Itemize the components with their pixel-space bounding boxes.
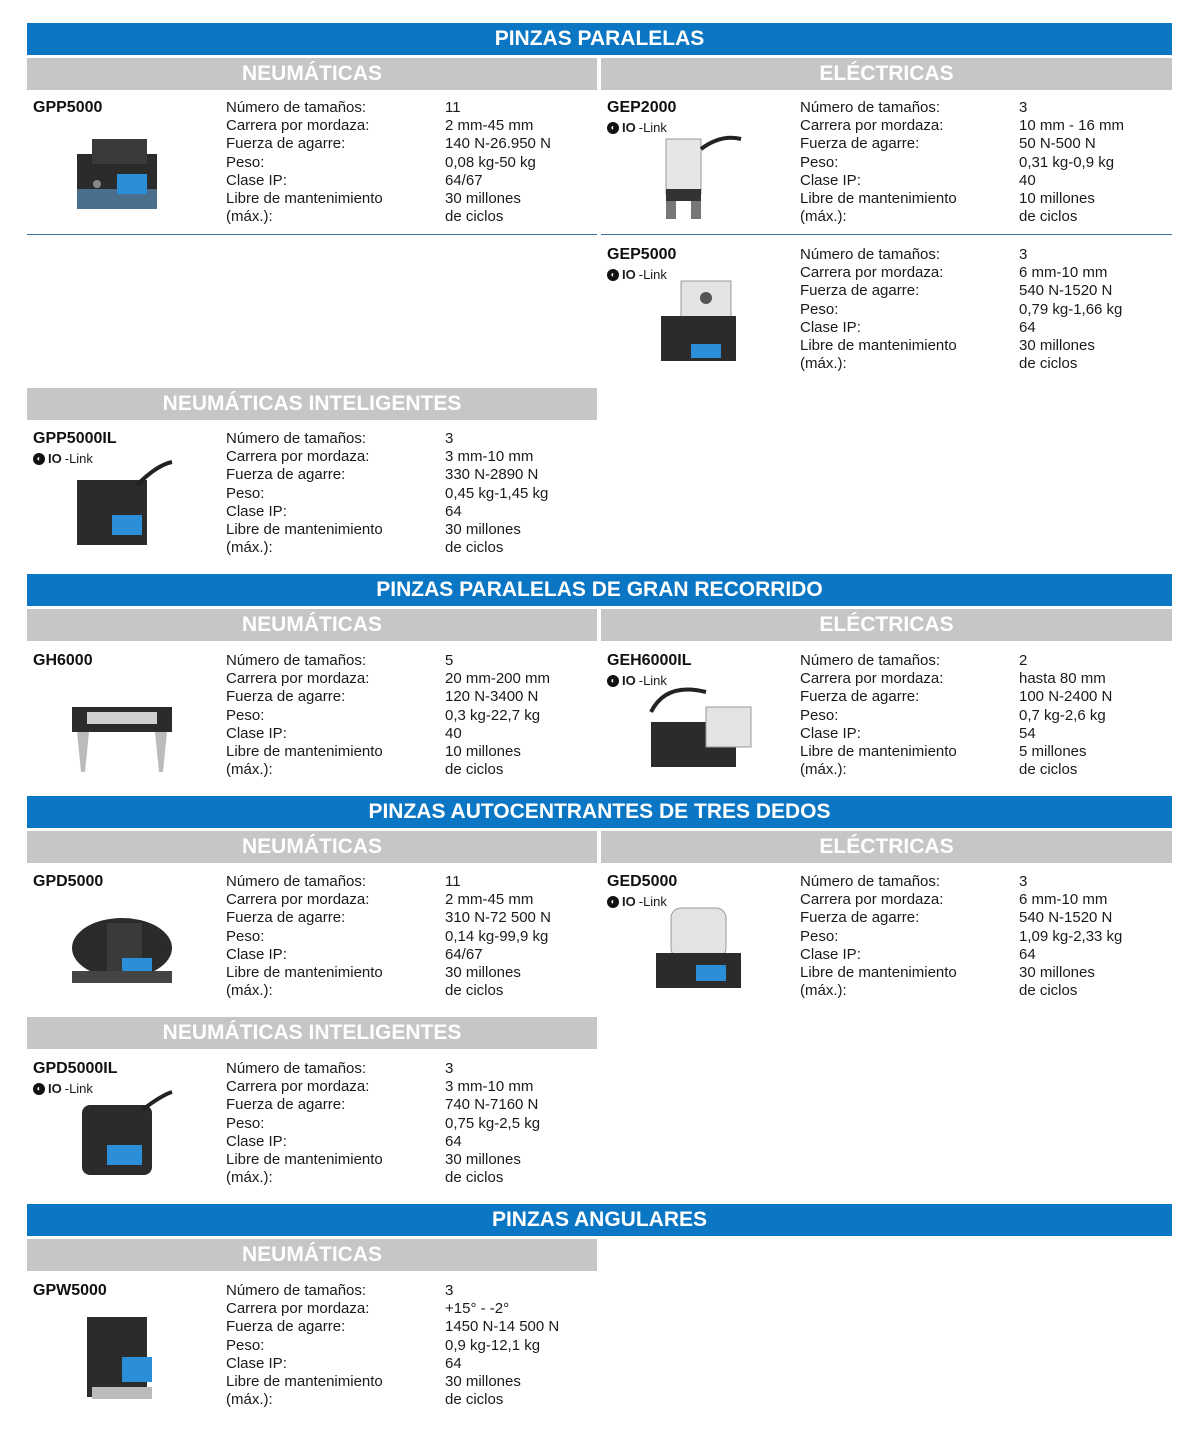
- gripper-image: [67, 460, 177, 550]
- spec-values: 5 20 mm-200 mm 120 N-3400 N 0,3 kg-22,7 kg 40 10 millones de ciclos: [445, 652, 551, 779]
- gripper-image: [641, 276, 751, 366]
- product-name: GEP5000: [607, 246, 677, 263]
- spec-labels: Número de tamaños: Carrera por mordaza: Fuerza de agarre: Peso: Clase IP: Libre de mantenimiento (máx.):: [226, 1282, 383, 1409]
- subsection-neumaticas: NEUMÁTICAS: [27, 609, 597, 641]
- spec-labels: Número de tamaños: Carrera por mordaza: Fuerza de agarre: Peso: Clase IP: Libre de mantenimiento (máx.):: [226, 652, 383, 779]
- spec-values: 3 3 mm-10 mm 740 N-7160 N 0,75 kg-2,5 kg 64 30 millones de ciclos: [445, 1060, 541, 1187]
- product-name: GED5000: [607, 873, 678, 890]
- divider: [27, 234, 597, 235]
- section-title-angulares: PINZAS ANGULARES: [27, 1204, 1172, 1236]
- gripper-image: [641, 903, 751, 993]
- io-link-icon: ◐: [607, 675, 619, 687]
- spec-values: 3 6 mm-10 mm 540 N-1520 N 0,79 kg-1,66 kg 64 30 millones de ciclos: [1019, 246, 1123, 373]
- spec-values: 3 3 mm-10 mm 330 N-2890 N 0,45 kg-1,45 kg 64 30 millones de ciclos: [445, 430, 549, 557]
- product-gpp5000: [27, 99, 587, 239]
- subsection-electricas: ELÉCTRICAS: [601, 831, 1172, 863]
- subsection-neumaticas-inteligentes: NEUMÁTICAS INTELIGENTES: [27, 388, 597, 420]
- divider: [601, 234, 1172, 235]
- io-link-icon: ◐: [33, 1083, 45, 1095]
- product-name: GH6000: [33, 652, 93, 669]
- subsection-neumaticas: NEUMÁTICAS: [27, 831, 597, 863]
- spec-values: 3 10 mm - 16 mm 50 N-500 N 0,31 kg-0,9 kg 40 10 millones de ciclos: [1019, 99, 1125, 226]
- subsection-neumaticas-inteligentes: NEUMÁTICAS INTELIGENTES: [27, 1017, 597, 1049]
- io-link-icon: ◐: [607, 122, 619, 134]
- io-link-badge: ◐ IO -Link: [33, 451, 93, 467]
- product-gep2000: [601, 99, 1161, 239]
- spec-values: 3 +15° - -2° 1450 N-14 500 N 0,9 kg-12,1 kg 64 30 millones de ciclos: [445, 1282, 560, 1409]
- gripper-image: [641, 129, 751, 219]
- product-name: GPW5000: [33, 1282, 107, 1299]
- spec-labels: Número de tamaños: Carrera por mordaza: Fuerza de agarre: Peso: Clase IP: Libre de mantenimiento (máx.):: [226, 430, 383, 557]
- spec-values: 11 2 mm-45 mm 310 N-72 500 N 0,14 kg-99,9 kg 64/67 30 millones de ciclos: [445, 873, 551, 1000]
- io-link-icon: ◐: [607, 896, 619, 908]
- product-gh6000: [27, 652, 587, 792]
- spec-labels: Número de tamaños: Carrera por mordaza: Fuerza de agarre: Peso: Clase IP: Libre de mantenimiento (máx.):: [800, 873, 957, 1000]
- gripper-image: [67, 682, 177, 772]
- gripper-image: [67, 1312, 177, 1402]
- product-gpp5000il: [27, 430, 587, 570]
- product-gep5000: [601, 246, 1161, 386]
- subsection-neumaticas: NEUMÁTICAS: [27, 1239, 597, 1271]
- subsection-electricas: ELÉCTRICAS: [601, 58, 1172, 90]
- spec-labels: Número de tamaños: Carrera por mordaza: Fuerza de agarre: Peso: Clase IP: Libre de mantenimiento (máx.):: [226, 1060, 383, 1187]
- gripper-image: [67, 129, 177, 219]
- spec-labels: Número de tamaños: Carrera por mordaza: Fuerza de agarre: Peso: Clase IP: Libre de mantenimiento (máx.):: [226, 99, 383, 226]
- product-name: GEP2000: [607, 99, 677, 116]
- section-title-tres-dedos: PINZAS AUTOCENTRANTES DE TRES DEDOS: [27, 796, 1172, 828]
- section-title-gran-recorrido: PINZAS PARALELAS DE GRAN RECORRIDO: [27, 574, 1172, 606]
- spec-labels: Número de tamaños: Carrera por mordaza: Fuerza de agarre: Peso: Clase IP: Libre de mantenimiento (máx.):: [226, 873, 383, 1000]
- product-gpw5000: [27, 1282, 587, 1422]
- spec-labels: Número de tamaños: Carrera por mordaza: Fuerza de agarre: Peso: Clase IP: Libre de mantenimiento (máx.):: [800, 246, 957, 373]
- product-name: GPD5000IL: [33, 1060, 118, 1077]
- section-title-paralelas: PINZAS PARALELAS: [27, 23, 1172, 55]
- io-link-badge: ◐ IO -Link: [607, 267, 667, 283]
- io-link-badge: ◐ IO -Link: [33, 1081, 93, 1097]
- subsection-electricas: ELÉCTRICAS: [601, 609, 1172, 641]
- product-name: GPP5000: [33, 99, 103, 116]
- spec-labels: Número de tamaños: Carrera por mordaza: Fuerza de agarre: Peso: Clase IP: Libre de mantenimiento (máx.):: [800, 99, 957, 226]
- product-name: GPD5000: [33, 873, 104, 890]
- spec-values: 3 6 mm-10 mm 540 N-1520 N 1,09 kg-2,33 kg 64 30 millones de ciclos: [1019, 873, 1123, 1000]
- product-gpd5000il: [27, 1060, 587, 1200]
- spec-values: 2 hasta 80 mm 100 N-2400 N 0,7 kg-2,6 kg 54 5 millones de ciclos: [1019, 652, 1113, 779]
- gripper-image: [641, 682, 761, 772]
- product-geh6000il: [601, 652, 1161, 792]
- product-ged5000: [601, 873, 1161, 1013]
- gripper-image: [67, 903, 177, 993]
- spec-values: 11 2 mm-45 mm 140 N-26.950 N 0,08 kg-50 kg 64/67 30 millones de ciclos: [445, 99, 551, 226]
- product-name: GEH6000IL: [607, 652, 692, 669]
- io-link-badge: ◐ IO -Link: [607, 894, 667, 910]
- product-name: GPP5000IL: [33, 430, 117, 447]
- io-link-icon: ◐: [607, 269, 619, 281]
- subsection-neumaticas: NEUMÁTICAS: [27, 58, 597, 90]
- io-link-badge: ◐ IO -Link: [607, 120, 667, 136]
- io-link-icon: ◐: [33, 453, 45, 465]
- spec-labels: Número de tamaños: Carrera por mordaza: Fuerza de agarre: Peso: Clase IP: Libre de mantenimiento (máx.):: [800, 652, 957, 779]
- gripper-image: [67, 1090, 177, 1180]
- io-link-badge: ◐ IO -Link: [607, 673, 667, 689]
- product-gpd5000: [27, 873, 587, 1013]
